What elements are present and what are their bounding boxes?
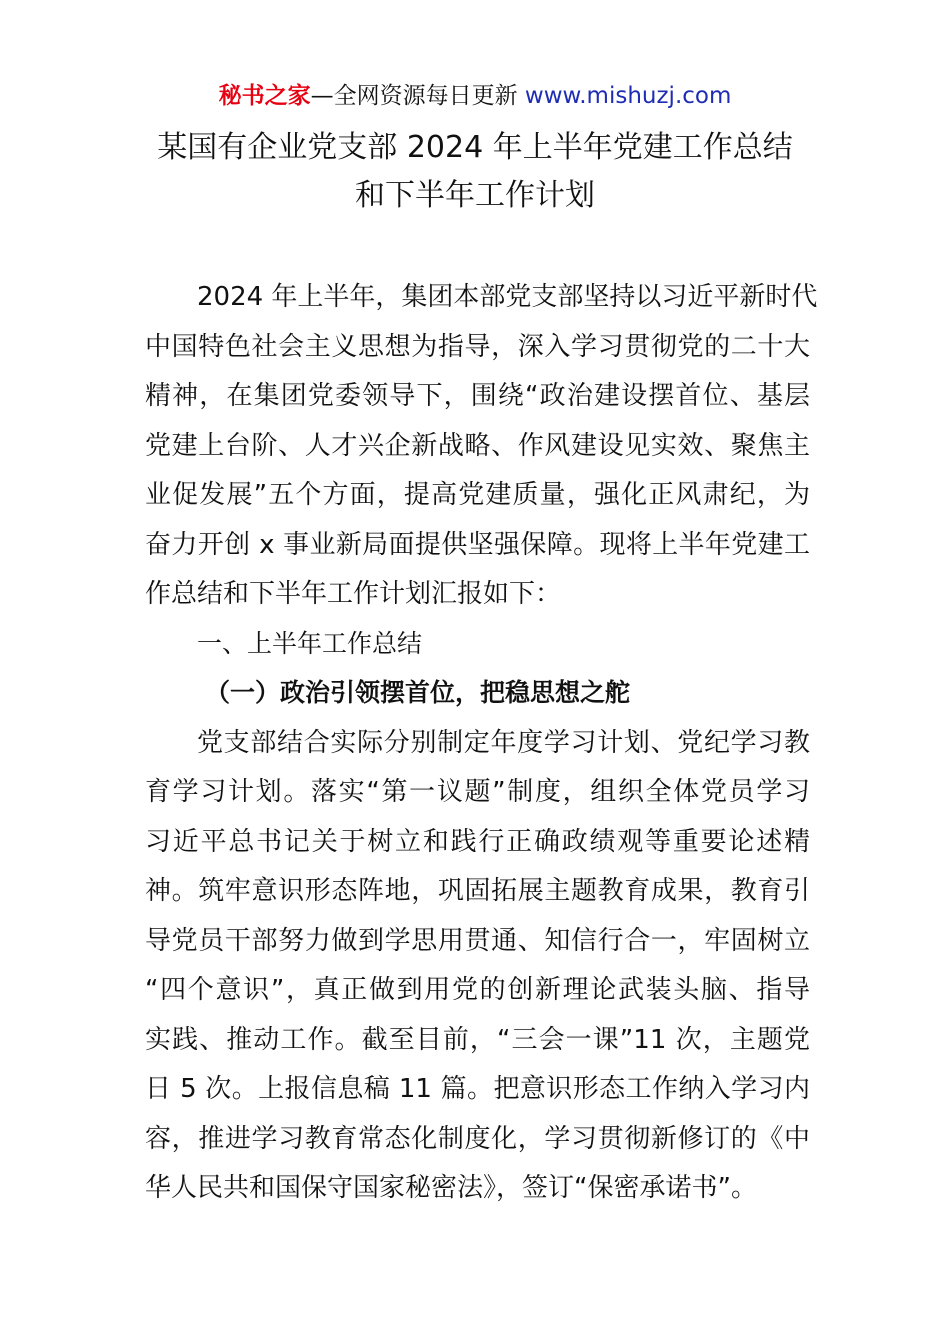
brand-name: 秘书之家 xyxy=(218,83,311,109)
site-url-link[interactable]: www.mishuzj.com xyxy=(524,83,732,109)
body-line: 习近平总书记关于树立和践行正确政绩观等重要论述精 xyxy=(145,827,810,857)
body-line: 育学习计划。落实“第一议题”制度，组织全体党员学习 xyxy=(145,777,810,807)
intro-line: 2024 年上半年，集团本部党支部坚持以习近平新时代 xyxy=(197,282,818,312)
intro-line: 业促发展”五个方面，提高党建质量，强化正风肃纪，为 xyxy=(145,480,810,510)
body-line: 日 5 次。上报信息稿 11 篇。把意识形态工作纳入学习内 xyxy=(145,1074,810,1104)
intro-line: 精神，在集团党委领导下，围绕“政治建设摆首位、基层 xyxy=(145,381,810,411)
body-line: 实践、推动工作。截至目前，“三会一课”11 次，主题党 xyxy=(145,1025,810,1055)
site-header xyxy=(0,80,950,112)
subsection-heading: （一）政治引领摆首位，把稳思想之舵 xyxy=(205,678,631,707)
body-line: 容，推进学习教育常态化制度化，学习贯彻新修订的《中 xyxy=(145,1124,810,1154)
body-line: 导党员干部努力做到学思用贯通、知信行合一，牢固树立 xyxy=(145,926,810,956)
body-line: 神。筑牢意识形态阵地，巩固拓展主题教育成果，教育引 xyxy=(145,876,810,906)
intro-line: 中国特色社会主义思想为指导，深入学习贯彻党的二十大 xyxy=(145,332,810,362)
body-line: 华人民共和国保守国家秘密法》，签订“保密承诺书”。 xyxy=(145,1173,757,1203)
intro-line: 党建上台阶、人才兴企新战略、作风建设见实效、聚焦主 xyxy=(145,431,810,461)
document-title-line-2: 和下半年工作计划 xyxy=(355,178,595,213)
body-line: “四个意识”，真正做到用党的创新理论武装头脑、指导 xyxy=(145,975,810,1005)
section-heading: 一、上半年工作总结 xyxy=(197,629,423,658)
intro-line: 奋力开创 x 事业新局面提供坚强保障。现将上半年党建工 xyxy=(145,530,810,560)
intro-line: 作总结和下半年工作计划汇报如下： xyxy=(145,579,562,609)
header-tagline: —全网资源每日更新 xyxy=(310,83,525,109)
body-line: 党支部结合实际分别制定年度学习计划、党纪学习教 xyxy=(197,728,810,758)
document-title-line-1: 某国有企业党支部 2024 年上半年党建工作总结 xyxy=(157,130,793,165)
